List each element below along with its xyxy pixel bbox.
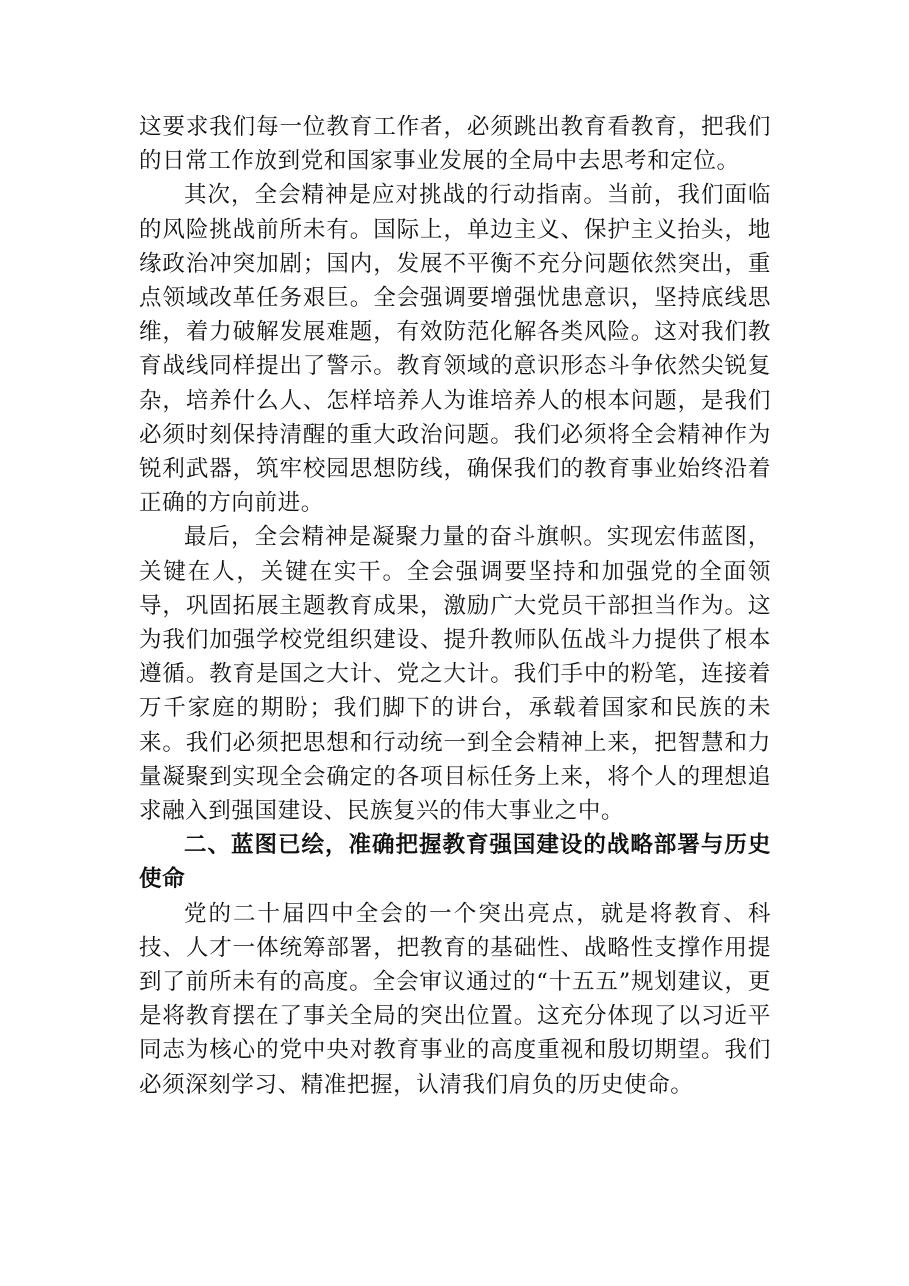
section-heading: 二、蓝图已绘，准确把握教育强国建设的战略部署与历史使命 xyxy=(139,832,771,893)
continuation-paragraph: 这要求我们每一位教育工作者，必须跳出教育看教育，把我们的日常工作放到党和国家事业发展的全局中去思考和定位。 xyxy=(139,114,771,175)
paragraph-finally: 最后，全会精神是凝聚力量的奋斗旗帜。实现宏伟蓝图，关键在人，关键在实干。全会强调要坚持和加强党的全面领导，巩固拓展主题教育成果，激励广大党员干部担当作为。这为我们加强学校党组织建设、提升教师队伍战斗力提供了根本遵循。教育是国之大计、党之大计。我们手中的粉笔，连接着万千家庭的期盼；我们脚下的讲台，承载着国家和民族的未来。我们必须把思想和行动统一到全会精神上来，把智慧和力量凝聚到实现全会确定的各项目标任务上来，将个人的理想追求融入到强国建设、民族复兴的伟大事业之中。 xyxy=(139,524,771,825)
paragraph-after-heading: 党的二十届四中全会的一个突出亮点，就是将教育、科技、人才一体统筹部署，把教育的基础性、战略性支撑作用提到了前所未有的高度。全会审议通过的“十五五”规划建议，更是将教育摆在了事关全局的突出位置。这充分体现了以习近平同志为核心的党中央对教育事业的高度重视和殷切期望。我们必须深刻学习、精准把握，认清我们肩负的历史使命。 xyxy=(139,900,771,1098)
document-page xyxy=(139,110,771,1102)
paragraph-secondly: 其次，全会精神是应对挑战的行动指南。当前，我们面临的风险挑战前所未有。国际上，单边主义、保护主义抬头，地缘政治冲突加剧；国内，发展不平衡不充分问题依然突出，重点领域改革任务艰巨。全会强调要增强忧患意识，坚持底线思维，着力破解发展难题，有效防范化解各类风险。这对我们教育战线同样提出了警示。教育领域的意识形态斗争依然尖锐复杂，培养什么人、怎样培养人为谁培养人的根本问题，是我们必须时刻保持清醒的重大政治问题。我们必须将全会精神作为锐利武器，筑牢校园思想防线，确保我们的教育事业始终沿着正确的方向前进。 xyxy=(139,182,771,517)
